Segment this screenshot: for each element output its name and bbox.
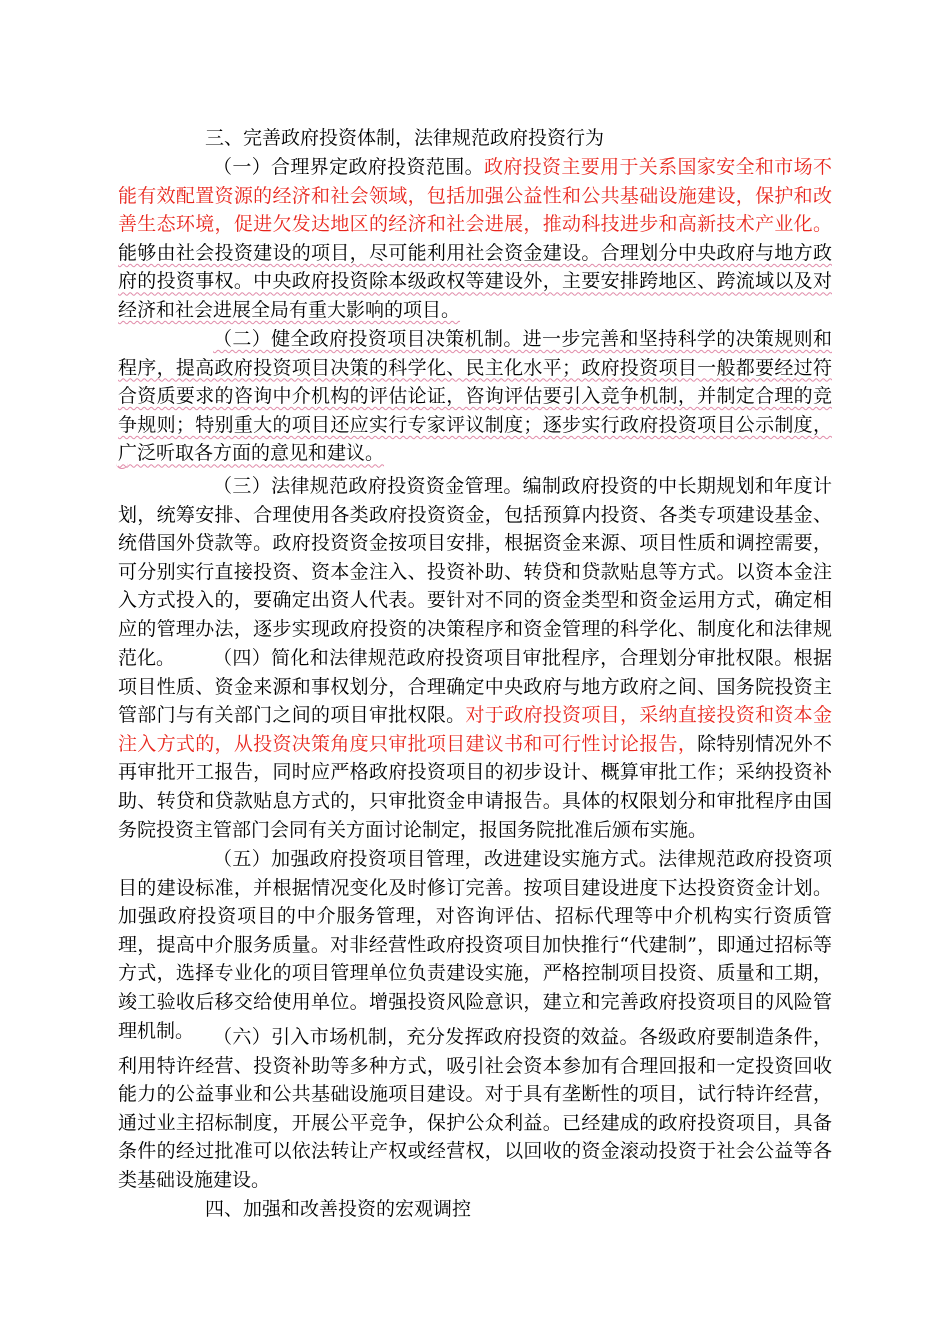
paragraph-4-lead: （四）简化和法律规范政府投资项目审批程序，合理划分审批权限。根据项目性质、资金来源和事权划分，合理确定中央政府与地方政府之间、国务院投资主管部门与有关部门之间的项目审批权限。: [118, 647, 832, 727]
paragraph-4-rest: 除特别情况外不再审批开工报告，同时应严格政府投资项目的初步设计、概算审批工作；采纳投资补助、转贷和贷款贴息方式的，只审批资金申请报告。具体的权限划分和审批程序由国务院投资主管部门会同有关方面讨论制定，报国务院批准后颁布实施。: [118, 732, 832, 841]
paragraph-4: [118, 644, 832, 844]
paragraph-5: （五）加强政府投资项目管理，改进建设实施方式。法律规范政府投资项目的建设标准，并根据情况变化及时修订完善。按项目建设进度下达投资资金计划。加强政府投资项目的中介服务管理，对咨询评估、招标代理等中介机构实行资质管理，提高中介服务质量。对非经营性政府投资项目加快推行“代建制”，即通过招标等方式，选择专业化的项目管理单位负责建设实施，严格控制项目投资、质量和工期，竣工验收后移交给使用单位。增强投资风险意识，建立和完善政府投资项目的风险管理机制。: [118, 848, 832, 1042]
paragraph-1: [118, 153, 832, 325]
paragraph-1-lead: （一）合理界定政府投资范围。: [213, 156, 484, 178]
paragraph-1-rest: 能够由社会投资建设的项目，尽可能利用社会资金建设。合理划分中央政府与地方政府的投资事权。中央政府投资除本级政权等建设外，主要安排跨地区、跨流域以及对经济和社会进展全局有重大影响的项目。: [118, 241, 832, 321]
paragraph-6: （六）引入市场机制，充分发挥政府投资的效益。各级政府要制造条件，利用特许经营、投资补助等多种方式，吸引社会资本参加有合理回报和一定投资回收能力的公益事业和公共基础设施项目建设。对于具有垄断性的项目，试行特许经营，通过业主招标制度，开展公平竞争，保护公众利益。已经建成的政府投资项目，具备条件的经过批准可以依法转让产权或经营权，以回收的资金滚动投资于社会公益等各类基础设施建设。: [118, 1026, 832, 1191]
paragraph-1-red-text: 政府投资主要用于关系国家安全和市场不能有效配置资源的经济和社会领域，包括加强公益性和公共基础设施建设，保护和改善生态环境，促进欠发达地区的经济和社会进展，推动科技进步和高新技术产业化。: [118, 156, 832, 236]
paragraph-4-red-text: 对于政府投资项目，采纳直接投资和资本金注入方式的，从投资决策角度只审批项目建议书和可行性讨论报告，: [118, 704, 832, 755]
section-3-heading: 三、完善政府投资体制，法律规范政府投资行为: [205, 127, 605, 149]
section-4-heading: 四、加强和改善投资的宏观调控: [205, 1198, 472, 1220]
paragraph-2: （二）健全政府投资项目决策机制。进一步完善和坚持科学的决策规则和程序，提高政府投资项目决策的科学化、民主化水平；政府投资项目一般都要经过符合资质要求的咨询中介机构的评估论证，咨询评估要引入竞争机制，并制定合理的竞争规则；特别重大的项目还应实行专家评议制度；逐步实行政府投资项目公示制度，广泛听取各方面的意见和建议。: [118, 328, 832, 465]
paragraph-3: （三）法律规范政府投资资金管理。编制政府投资的中长期规划和年度计划，统筹安排、合理使用各类政府投资资金，包括预算内投资、各类专项建设基金、统借国外贷款等。政府投资资金按项目安排，根据资金来源、项目性质和调控需要，可分别实行直接投资、资本金注入、投资补助、转贷和贷款贴息等方式。以资本金注入方式投入的，要确定出资人代表。要针对不同的资金类型和资金运用方式，确定相应的管理办法，逐步实现政府投资的决策程序和资金管理的科学化、制度化和法律规范化。: [118, 475, 832, 669]
